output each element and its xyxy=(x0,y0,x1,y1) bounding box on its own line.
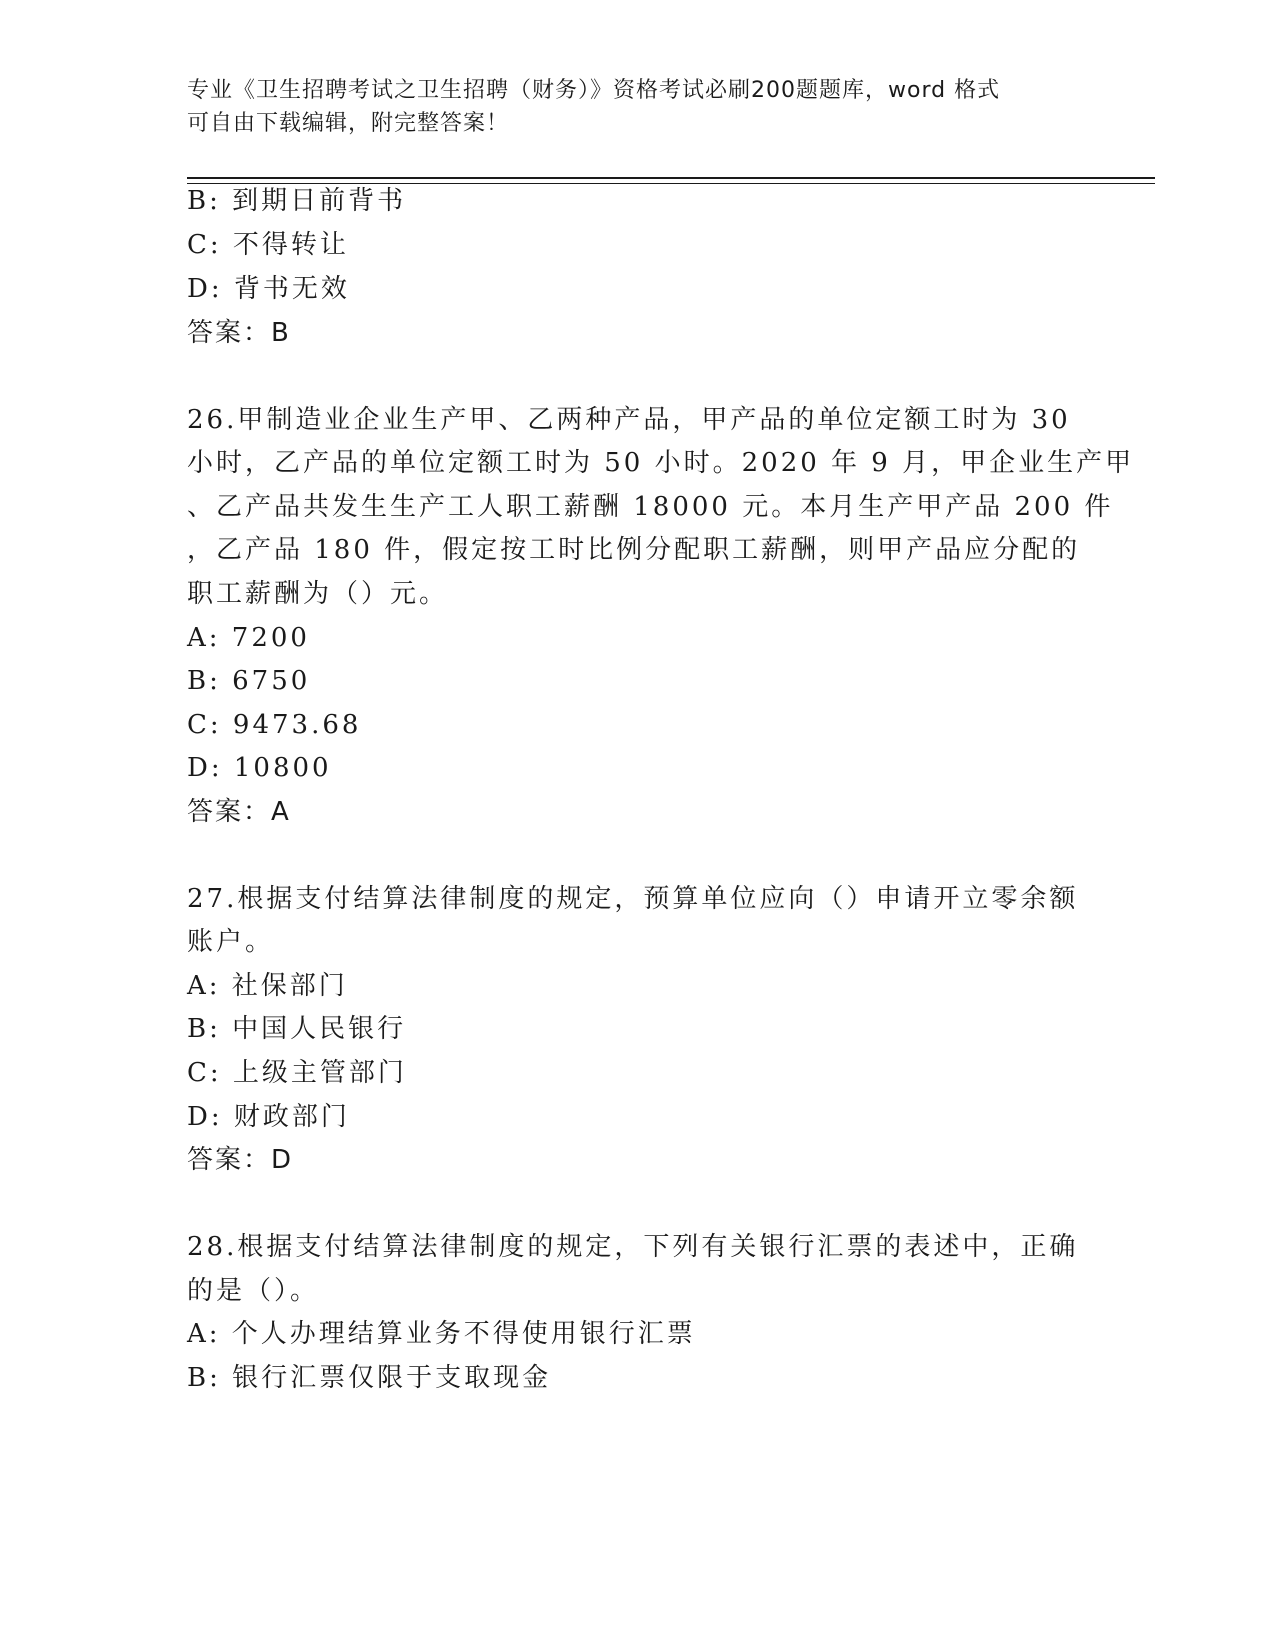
document-header xyxy=(187,74,1087,140)
question-28-option-b: B: 银行汇票仅限于支取现金 xyxy=(187,1363,552,1393)
question-26-option-b: B: 6750 xyxy=(187,666,311,696)
option-d: D: 背书无效 xyxy=(187,274,350,304)
question-26-stem-line: 26.甲制造业企业生产甲、乙两种产品，甲产品的单位定额工时为 30 xyxy=(187,405,1071,435)
question-27-answer: 答案：D xyxy=(187,1145,294,1175)
question-27-option-c: C: 上级主管部门 xyxy=(187,1058,407,1088)
question-27-stem-line: 账户。 xyxy=(187,927,275,957)
answer-label: 答案：B xyxy=(187,318,291,348)
question-26-option-a: A: 7200 xyxy=(187,623,310,653)
question-27-option-b: B: 中国人民银行 xyxy=(187,1014,407,1044)
question-27-option-d: D: 财政部门 xyxy=(187,1102,350,1132)
question-28-stem-line: 的是（）。 xyxy=(187,1276,320,1306)
question-28-stem-line: 28.根据支付结算法律制度的规定，下列有关银行汇票的表述中，正确 xyxy=(187,1232,1079,1262)
question-26-option-d: D: 10800 xyxy=(187,753,332,783)
header-line-2: 可自由下载编辑，附完整答案！ xyxy=(187,111,510,136)
question-27-option-a: A: 社保部门 xyxy=(187,971,348,1001)
option-c: C: 不得转让 xyxy=(187,230,349,260)
header-line-1: 专业《卫生招聘考试之卫生招聘（财务）》资格考试必刷200题题库，word 格式 xyxy=(187,78,1001,103)
question-26-stem-line: 、乙产品共发生生产工人职工薪酬 18000 元。本月生产甲产品 200 件 xyxy=(187,492,1114,522)
question-28-option-a: A: 个人办理结算业务不得使用银行汇票 xyxy=(187,1319,696,1349)
question-26-answer: 答案：A xyxy=(187,797,291,827)
question-26-stem-line: ，乙产品 180 件，假定按工时比例分配职工薪酬，则甲产品应分配的 xyxy=(187,535,1081,565)
header-rule-thick xyxy=(187,177,1155,179)
question-26-option-c: C: 9473.68 xyxy=(187,710,362,740)
option-b: B: 到期日前背书 xyxy=(187,186,407,216)
question-27-stem-line: 27.根据支付结算法律制度的规定，预算单位应向（）申请开立零余额 xyxy=(187,884,1079,914)
question-26-stem-line: 小时，乙产品的单位定额工时为 50 小时。2020 年 9 月，甲企业生产甲 xyxy=(187,448,1135,478)
question-26-stem-line: 职工薪酬为（）元。 xyxy=(187,579,449,609)
